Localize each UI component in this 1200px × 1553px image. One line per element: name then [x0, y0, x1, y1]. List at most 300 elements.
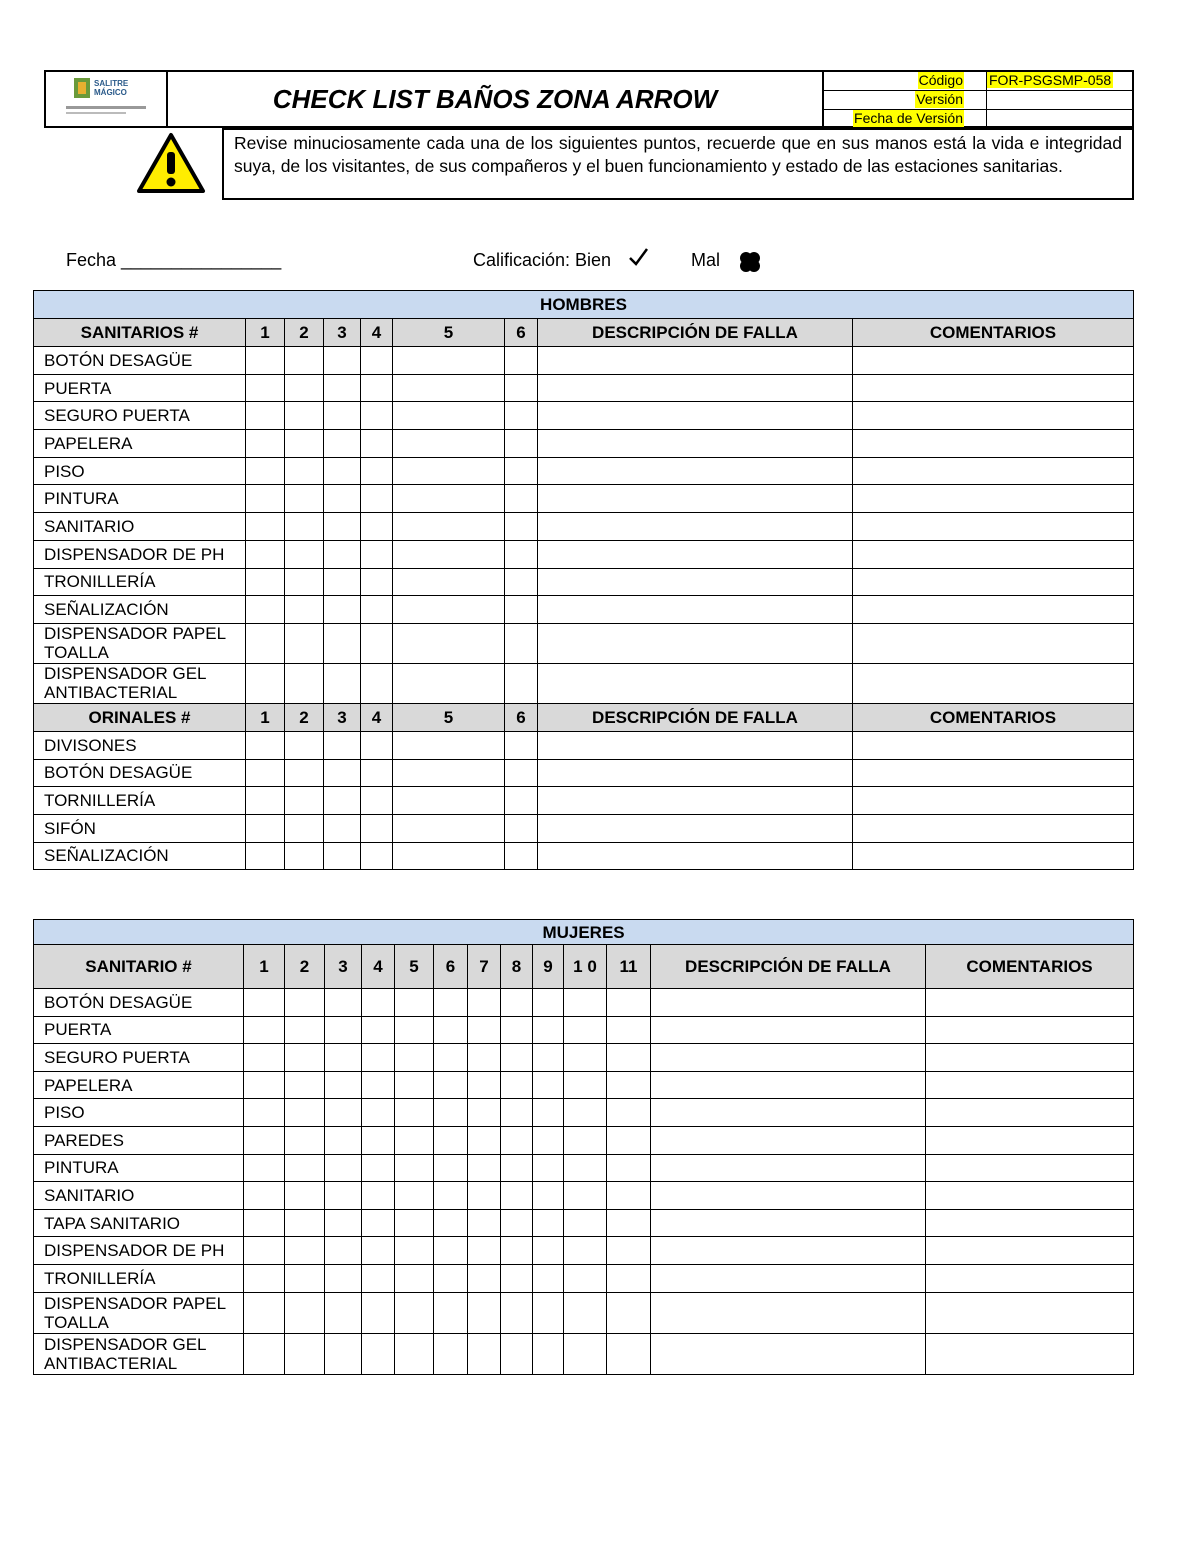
- check-cell[interactable]: [505, 513, 538, 541]
- check-cell[interactable]: [533, 1126, 564, 1154]
- check-cell[interactable]: [538, 513, 853, 541]
- check-cell[interactable]: [393, 596, 505, 624]
- check-cell[interactable]: [926, 1071, 1134, 1099]
- check-cell[interactable]: [325, 1044, 362, 1072]
- check-cell[interactable]: [651, 1099, 926, 1127]
- check-cell[interactable]: [325, 1126, 362, 1154]
- check-cell[interactable]: [926, 1044, 1134, 1072]
- check-cell[interactable]: [246, 596, 285, 624]
- check-cell[interactable]: [538, 402, 853, 430]
- check-cell[interactable]: [325, 1237, 362, 1265]
- check-cell[interactable]: [362, 1333, 395, 1374]
- check-cell[interactable]: [325, 1209, 362, 1237]
- check-cell[interactable]: [244, 1044, 285, 1072]
- check-cell[interactable]: [505, 402, 538, 430]
- check-cell[interactable]: [434, 1182, 468, 1210]
- check-cell[interactable]: [505, 374, 538, 402]
- check-cell[interactable]: [361, 814, 393, 842]
- check-cell[interactable]: [393, 787, 505, 815]
- check-cell[interactable]: [505, 814, 538, 842]
- check-cell[interactable]: [395, 1016, 434, 1044]
- check-cell[interactable]: [926, 1016, 1134, 1044]
- check-cell[interactable]: [395, 1044, 434, 1072]
- check-cell[interactable]: [324, 814, 361, 842]
- check-cell[interactable]: [324, 457, 361, 485]
- check-cell[interactable]: [361, 759, 393, 787]
- check-cell[interactable]: [564, 1333, 607, 1374]
- check-cell[interactable]: [324, 485, 361, 513]
- check-cell[interactable]: [395, 1292, 434, 1333]
- check-cell[interactable]: [246, 402, 285, 430]
- check-cell[interactable]: [538, 663, 853, 703]
- check-cell[interactable]: [651, 1264, 926, 1292]
- check-cell[interactable]: [533, 1209, 564, 1237]
- check-cell[interactable]: [285, 623, 324, 663]
- check-cell[interactable]: [285, 347, 324, 375]
- check-cell[interactable]: [395, 1333, 434, 1374]
- check-cell[interactable]: [505, 568, 538, 596]
- check-cell[interactable]: [285, 1292, 325, 1333]
- check-cell[interactable]: [393, 513, 505, 541]
- check-cell[interactable]: [505, 457, 538, 485]
- check-cell[interactable]: [651, 1016, 926, 1044]
- check-cell[interactable]: [468, 1071, 501, 1099]
- check-cell[interactable]: [285, 1333, 325, 1374]
- check-cell[interactable]: [501, 1264, 533, 1292]
- check-cell[interactable]: [246, 457, 285, 485]
- check-cell[interactable]: [501, 1044, 533, 1072]
- check-cell[interactable]: [362, 1126, 395, 1154]
- check-cell[interactable]: [324, 540, 361, 568]
- check-cell[interactable]: [607, 1237, 651, 1265]
- check-cell[interactable]: [325, 1292, 362, 1333]
- check-cell[interactable]: [538, 568, 853, 596]
- check-cell[interactable]: [246, 842, 285, 870]
- check-cell[interactable]: [501, 1209, 533, 1237]
- check-cell[interactable]: [395, 1126, 434, 1154]
- check-cell[interactable]: [926, 1099, 1134, 1127]
- check-cell[interactable]: [853, 596, 1134, 624]
- check-cell[interactable]: [468, 1264, 501, 1292]
- check-cell[interactable]: [926, 1126, 1134, 1154]
- check-cell[interactable]: [651, 1126, 926, 1154]
- check-cell[interactable]: [533, 1071, 564, 1099]
- check-cell[interactable]: [244, 1264, 285, 1292]
- check-cell[interactable]: [362, 1237, 395, 1265]
- check-cell[interactable]: [324, 731, 361, 759]
- check-cell[interactable]: [607, 1292, 651, 1333]
- check-cell[interactable]: [395, 1071, 434, 1099]
- check-cell[interactable]: [393, 402, 505, 430]
- check-cell[interactable]: [434, 1126, 468, 1154]
- check-cell[interactable]: [285, 1209, 325, 1237]
- check-cell[interactable]: [853, 842, 1134, 870]
- check-cell[interactable]: [361, 596, 393, 624]
- check-cell[interactable]: [533, 1099, 564, 1127]
- check-cell[interactable]: [607, 1016, 651, 1044]
- check-cell[interactable]: [362, 1154, 395, 1182]
- check-cell[interactable]: [285, 1099, 325, 1127]
- check-cell[interactable]: [926, 1154, 1134, 1182]
- check-cell[interactable]: [362, 1182, 395, 1210]
- check-cell[interactable]: [244, 1154, 285, 1182]
- check-cell[interactable]: [246, 787, 285, 815]
- check-cell[interactable]: [285, 540, 324, 568]
- check-cell[interactable]: [285, 1071, 325, 1099]
- check-cell[interactable]: [564, 1237, 607, 1265]
- check-cell[interactable]: [853, 457, 1134, 485]
- check-cell[interactable]: [538, 347, 853, 375]
- check-cell[interactable]: [244, 1099, 285, 1127]
- check-cell[interactable]: [607, 1333, 651, 1374]
- check-cell[interactable]: [533, 1333, 564, 1374]
- check-cell[interactable]: [395, 1182, 434, 1210]
- check-cell[interactable]: [285, 1182, 325, 1210]
- check-cell[interactable]: [393, 540, 505, 568]
- check-cell[interactable]: [361, 842, 393, 870]
- check-cell[interactable]: [651, 989, 926, 1017]
- check-cell[interactable]: [501, 1154, 533, 1182]
- check-cell[interactable]: [607, 1044, 651, 1072]
- check-cell[interactable]: [285, 1016, 325, 1044]
- check-cell[interactable]: [285, 759, 324, 787]
- check-cell[interactable]: [607, 1182, 651, 1210]
- check-cell[interactable]: [395, 1237, 434, 1265]
- check-cell[interactable]: [533, 1292, 564, 1333]
- check-cell[interactable]: [244, 1333, 285, 1374]
- check-cell[interactable]: [505, 623, 538, 663]
- check-cell[interactable]: [468, 1333, 501, 1374]
- check-cell[interactable]: [505, 842, 538, 870]
- check-cell[interactable]: [285, 1264, 325, 1292]
- check-cell[interactable]: [285, 989, 325, 1017]
- check-cell[interactable]: [651, 1154, 926, 1182]
- check-cell[interactable]: [285, 485, 324, 513]
- check-cell[interactable]: [533, 1182, 564, 1210]
- check-cell[interactable]: [533, 1264, 564, 1292]
- check-cell[interactable]: [285, 814, 324, 842]
- check-cell[interactable]: [926, 1237, 1134, 1265]
- check-cell[interactable]: [468, 1099, 501, 1127]
- check-cell[interactable]: [285, 787, 324, 815]
- check-cell[interactable]: [324, 759, 361, 787]
- check-cell[interactable]: [393, 814, 505, 842]
- check-cell[interactable]: [285, 663, 324, 703]
- check-cell[interactable]: [324, 513, 361, 541]
- check-cell[interactable]: [538, 787, 853, 815]
- check-cell[interactable]: [853, 568, 1134, 596]
- check-cell[interactable]: [533, 1154, 564, 1182]
- check-cell[interactable]: [501, 989, 533, 1017]
- check-cell[interactable]: [285, 430, 324, 458]
- check-cell[interactable]: [395, 1264, 434, 1292]
- check-cell[interactable]: [434, 989, 468, 1017]
- check-cell[interactable]: [325, 989, 362, 1017]
- check-cell[interactable]: [564, 1071, 607, 1099]
- check-cell[interactable]: [362, 1099, 395, 1127]
- check-cell[interactable]: [361, 374, 393, 402]
- check-cell[interactable]: [246, 759, 285, 787]
- check-cell[interactable]: [362, 1292, 395, 1333]
- check-cell[interactable]: [501, 1292, 533, 1333]
- check-cell[interactable]: [324, 374, 361, 402]
- check-cell[interactable]: [926, 1209, 1134, 1237]
- check-cell[interactable]: [244, 1182, 285, 1210]
- check-cell[interactable]: [538, 485, 853, 513]
- check-cell[interactable]: [324, 663, 361, 703]
- check-cell[interactable]: [853, 623, 1134, 663]
- check-cell[interactable]: [362, 989, 395, 1017]
- check-cell[interactable]: [853, 540, 1134, 568]
- check-cell[interactable]: [538, 842, 853, 870]
- check-cell[interactable]: [564, 1154, 607, 1182]
- check-cell[interactable]: [395, 1209, 434, 1237]
- check-cell[interactable]: [533, 1016, 564, 1044]
- check-cell[interactable]: [853, 430, 1134, 458]
- check-cell[interactable]: [244, 1071, 285, 1099]
- check-cell[interactable]: [246, 374, 285, 402]
- check-cell[interactable]: [651, 1237, 926, 1265]
- check-cell[interactable]: [538, 731, 853, 759]
- check-cell[interactable]: [393, 430, 505, 458]
- check-cell[interactable]: [395, 1099, 434, 1127]
- check-cell[interactable]: [651, 1182, 926, 1210]
- check-cell[interactable]: [501, 1333, 533, 1374]
- check-cell[interactable]: [564, 989, 607, 1017]
- check-cell[interactable]: [393, 731, 505, 759]
- check-cell[interactable]: [533, 1044, 564, 1072]
- check-cell[interactable]: [564, 1292, 607, 1333]
- check-cell[interactable]: [324, 842, 361, 870]
- check-cell[interactable]: [434, 1237, 468, 1265]
- check-cell[interactable]: [501, 1182, 533, 1210]
- check-cell[interactable]: [325, 1333, 362, 1374]
- check-cell[interactable]: [324, 347, 361, 375]
- check-cell[interactable]: [285, 731, 324, 759]
- check-cell[interactable]: [434, 1292, 468, 1333]
- check-cell[interactable]: [607, 1209, 651, 1237]
- check-cell[interactable]: [564, 1126, 607, 1154]
- check-cell[interactable]: [607, 1099, 651, 1127]
- check-cell[interactable]: [361, 623, 393, 663]
- check-cell[interactable]: [468, 1154, 501, 1182]
- check-cell[interactable]: [468, 1126, 501, 1154]
- check-cell[interactable]: [505, 485, 538, 513]
- check-cell[interactable]: [434, 1016, 468, 1044]
- check-cell[interactable]: [651, 1292, 926, 1333]
- check-cell[interactable]: [505, 430, 538, 458]
- check-cell[interactable]: [538, 623, 853, 663]
- check-cell[interactable]: [564, 1182, 607, 1210]
- check-cell[interactable]: [246, 485, 285, 513]
- check-cell[interactable]: [361, 457, 393, 485]
- check-cell[interactable]: [285, 1126, 325, 1154]
- check-cell[interactable]: [501, 1126, 533, 1154]
- check-cell[interactable]: [285, 1154, 325, 1182]
- check-cell[interactable]: [607, 989, 651, 1017]
- check-cell[interactable]: [285, 402, 324, 430]
- check-cell[interactable]: [361, 402, 393, 430]
- check-cell[interactable]: [244, 1209, 285, 1237]
- check-cell[interactable]: [853, 347, 1134, 375]
- check-cell[interactable]: [853, 485, 1134, 513]
- check-cell[interactable]: [244, 1292, 285, 1333]
- check-cell[interactable]: [505, 347, 538, 375]
- check-cell[interactable]: [505, 596, 538, 624]
- check-cell[interactable]: [505, 663, 538, 703]
- check-cell[interactable]: [468, 989, 501, 1017]
- check-cell[interactable]: [361, 513, 393, 541]
- check-cell[interactable]: [285, 1237, 325, 1265]
- check-cell[interactable]: [468, 1016, 501, 1044]
- check-cell[interactable]: [468, 1182, 501, 1210]
- check-cell[interactable]: [325, 1099, 362, 1127]
- check-cell[interactable]: [324, 430, 361, 458]
- check-cell[interactable]: [853, 814, 1134, 842]
- check-cell[interactable]: [468, 1292, 501, 1333]
- check-cell[interactable]: [533, 989, 564, 1017]
- check-cell[interactable]: [501, 1016, 533, 1044]
- check-cell[interactable]: [246, 430, 285, 458]
- check-cell[interactable]: [651, 1071, 926, 1099]
- check-cell[interactable]: [853, 402, 1134, 430]
- check-cell[interactable]: [362, 1071, 395, 1099]
- check-cell[interactable]: [853, 374, 1134, 402]
- check-cell[interactable]: [362, 1209, 395, 1237]
- check-cell[interactable]: [246, 814, 285, 842]
- check-cell[interactable]: [285, 842, 324, 870]
- check-cell[interactable]: [538, 540, 853, 568]
- check-cell[interactable]: [564, 1264, 607, 1292]
- check-cell[interactable]: [651, 1333, 926, 1374]
- check-cell[interactable]: [434, 1264, 468, 1292]
- check-cell[interactable]: [324, 568, 361, 596]
- check-cell[interactable]: [246, 663, 285, 703]
- check-cell[interactable]: [501, 1071, 533, 1099]
- check-cell[interactable]: [324, 787, 361, 815]
- check-cell[interactable]: [505, 787, 538, 815]
- check-cell[interactable]: [538, 430, 853, 458]
- check-cell[interactable]: [393, 457, 505, 485]
- check-cell[interactable]: [538, 759, 853, 787]
- check-cell[interactable]: [538, 374, 853, 402]
- check-cell[interactable]: [468, 1237, 501, 1265]
- check-cell[interactable]: [246, 731, 285, 759]
- check-cell[interactable]: [926, 989, 1134, 1017]
- check-cell[interactable]: [434, 1209, 468, 1237]
- check-cell[interactable]: [362, 1264, 395, 1292]
- check-cell[interactable]: [324, 623, 361, 663]
- check-cell[interactable]: [244, 989, 285, 1017]
- check-cell[interactable]: [325, 1071, 362, 1099]
- check-cell[interactable]: [853, 759, 1134, 787]
- check-cell[interactable]: [505, 540, 538, 568]
- check-cell[interactable]: [361, 663, 393, 703]
- check-cell[interactable]: [325, 1182, 362, 1210]
- check-cell[interactable]: [246, 568, 285, 596]
- check-cell[interactable]: [285, 1044, 325, 1072]
- check-cell[interactable]: [361, 485, 393, 513]
- check-cell[interactable]: [361, 787, 393, 815]
- check-cell[interactable]: [607, 1154, 651, 1182]
- check-cell[interactable]: [246, 513, 285, 541]
- check-cell[interactable]: [505, 759, 538, 787]
- check-cell[interactable]: [468, 1044, 501, 1072]
- check-cell[interactable]: [361, 347, 393, 375]
- check-cell[interactable]: [434, 1154, 468, 1182]
- check-cell[interactable]: [393, 842, 505, 870]
- check-cell[interactable]: [853, 731, 1134, 759]
- check-cell[interactable]: [246, 623, 285, 663]
- check-cell[interactable]: [285, 374, 324, 402]
- check-cell[interactable]: [246, 540, 285, 568]
- check-cell[interactable]: [926, 1292, 1134, 1333]
- check-cell[interactable]: [244, 1016, 285, 1044]
- check-cell[interactable]: [395, 1154, 434, 1182]
- check-cell[interactable]: [434, 1333, 468, 1374]
- check-cell[interactable]: [361, 430, 393, 458]
- check-cell[interactable]: [361, 731, 393, 759]
- check-cell[interactable]: [564, 1044, 607, 1072]
- check-cell[interactable]: [362, 1016, 395, 1044]
- check-cell[interactable]: [926, 1182, 1134, 1210]
- check-cell[interactable]: [285, 513, 324, 541]
- check-cell[interactable]: [926, 1333, 1134, 1374]
- check-cell[interactable]: [853, 513, 1134, 541]
- check-cell[interactable]: [244, 1126, 285, 1154]
- check-cell[interactable]: [393, 759, 505, 787]
- check-cell[interactable]: [246, 347, 285, 375]
- check-cell[interactable]: [325, 1016, 362, 1044]
- check-cell[interactable]: [564, 1209, 607, 1237]
- check-cell[interactable]: [468, 1209, 501, 1237]
- check-cell[interactable]: [393, 623, 505, 663]
- check-cell[interactable]: [853, 787, 1134, 815]
- check-cell[interactable]: [393, 485, 505, 513]
- check-cell[interactable]: [607, 1264, 651, 1292]
- check-cell[interactable]: [538, 814, 853, 842]
- check-cell[interactable]: [324, 402, 361, 430]
- check-cell[interactable]: [362, 1044, 395, 1072]
- check-cell[interactable]: [325, 1264, 362, 1292]
- check-cell[interactable]: [853, 663, 1134, 703]
- check-cell[interactable]: [651, 1044, 926, 1072]
- check-cell[interactable]: [393, 663, 505, 703]
- check-cell[interactable]: [434, 1044, 468, 1072]
- check-cell[interactable]: [285, 568, 324, 596]
- check-cell[interactable]: [285, 596, 324, 624]
- check-cell[interactable]: [393, 374, 505, 402]
- check-cell[interactable]: [361, 540, 393, 568]
- check-cell[interactable]: [564, 1016, 607, 1044]
- check-cell[interactable]: [324, 596, 361, 624]
- check-cell[interactable]: [538, 596, 853, 624]
- check-cell[interactable]: [361, 568, 393, 596]
- check-cell[interactable]: [501, 1099, 533, 1127]
- check-cell[interactable]: [244, 1237, 285, 1265]
- check-cell[interactable]: [285, 457, 324, 485]
- check-cell[interactable]: [926, 1264, 1134, 1292]
- check-cell[interactable]: [325, 1154, 362, 1182]
- check-cell[interactable]: [393, 568, 505, 596]
- check-cell[interactable]: [393, 347, 505, 375]
- check-cell[interactable]: [607, 1126, 651, 1154]
- check-cell[interactable]: [533, 1237, 564, 1265]
- check-cell[interactable]: [434, 1099, 468, 1127]
- check-cell[interactable]: [538, 457, 853, 485]
- check-cell[interactable]: [564, 1099, 607, 1127]
- check-cell[interactable]: [395, 989, 434, 1017]
